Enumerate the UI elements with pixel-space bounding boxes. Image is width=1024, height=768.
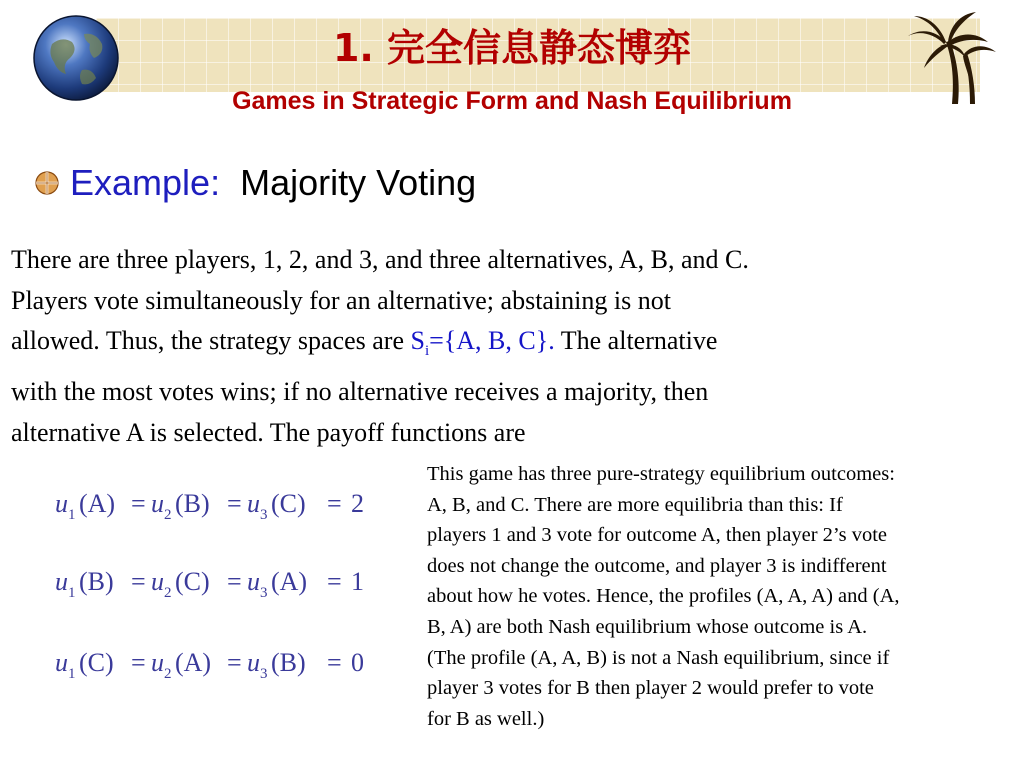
svg-text:(A): (A) bbox=[271, 567, 308, 596]
svg-text:u: u bbox=[247, 489, 260, 518]
svg-text:2: 2 bbox=[164, 666, 172, 682]
svg-text:u: u bbox=[247, 648, 260, 677]
svg-text:(B): (B) bbox=[271, 648, 306, 677]
note-line: This game has three pure-strategy equilibrium outcomes: bbox=[427, 463, 895, 485]
svg-text:1: 1 bbox=[351, 567, 364, 596]
svg-text:(A): (A) bbox=[79, 489, 116, 518]
bullet-icon bbox=[34, 170, 60, 196]
note-line: for B as well.) bbox=[427, 707, 545, 730]
svg-text:1: 1 bbox=[68, 666, 76, 682]
problem-description bbox=[11, 240, 1011, 453]
payoff-equation bbox=[55, 567, 364, 601]
svg-text:=: = bbox=[131, 648, 146, 677]
body-line: There are three players, 1, 2, and 3, and three alternatives, A, B, and C. bbox=[11, 245, 749, 274]
strategy-symbol: S bbox=[410, 326, 425, 356]
slide-subtitle: Games in Strategic Form and Nash Equilibrium bbox=[232, 87, 792, 115]
equilibrium-explanation bbox=[427, 459, 1022, 734]
payoff-equations bbox=[55, 478, 385, 693]
note-line: does not change the outcome, and player 3 is indifferent bbox=[427, 554, 887, 577]
svg-text:=: = bbox=[227, 648, 242, 677]
svg-text:3: 3 bbox=[260, 507, 268, 523]
body-text: allowed. Thus, the strategy spaces are bbox=[11, 326, 411, 356]
svg-text:(C): (C) bbox=[79, 648, 114, 677]
note-line: (The profile (A, A, B) is not a Nash equilibrium, since if bbox=[427, 646, 890, 669]
example-topic: Majority Voting bbox=[240, 162, 477, 203]
body-line bbox=[11, 321, 1011, 372]
body-text: The alternative bbox=[554, 326, 718, 356]
note-line: player 3 votes for B then player 2 would prefer to vote bbox=[427, 677, 874, 700]
svg-text:3: 3 bbox=[260, 666, 268, 682]
svg-text:(C): (C) bbox=[271, 489, 306, 518]
svg-text:=: = bbox=[327, 567, 342, 596]
svg-text:=: = bbox=[131, 489, 146, 518]
svg-text:=: = bbox=[327, 489, 342, 518]
svg-text:2: 2 bbox=[164, 585, 172, 601]
example-label: Example: bbox=[70, 162, 221, 203]
note-line: about how he votes. Hence, the profiles (A, A, A) and (A, bbox=[427, 585, 900, 608]
svg-text:(C): (C) bbox=[175, 567, 210, 596]
svg-text:2: 2 bbox=[164, 507, 172, 523]
example-heading bbox=[70, 161, 476, 205]
svg-text:u: u bbox=[55, 489, 68, 518]
note-line: B, A) are both Nash equilibrium whose outcome is A. bbox=[427, 615, 868, 638]
strategy-set: ={A, B, C}. bbox=[429, 326, 555, 356]
svg-text:3: 3 bbox=[260, 585, 268, 601]
svg-text:u: u bbox=[151, 648, 164, 677]
svg-text:1: 1 bbox=[68, 507, 76, 523]
slide-title: 1. 完全信息静态博弈 bbox=[332, 26, 692, 70]
note-line: A, B, and C. There are more equilibria than this: If bbox=[427, 493, 843, 516]
svg-text:0: 0 bbox=[351, 648, 364, 677]
svg-text:(B): (B) bbox=[79, 567, 114, 596]
strategy-subscript: i bbox=[424, 343, 430, 360]
svg-text:(B): (B) bbox=[175, 489, 210, 518]
payoff-equation bbox=[55, 489, 364, 523]
svg-text:u: u bbox=[151, 489, 164, 518]
body-line: with the most votes wins; if no alternative receives a majority, then bbox=[11, 376, 709, 406]
svg-text:1: 1 bbox=[68, 585, 76, 601]
body-line: Players vote simultaneously for an alternative; abstaining is not bbox=[11, 285, 671, 315]
body-line: alternative A is selected. The payoff functions are bbox=[11, 417, 526, 447]
svg-text:u: u bbox=[151, 567, 164, 596]
payoff-equation bbox=[55, 648, 364, 682]
svg-text:(A): (A) bbox=[175, 648, 212, 677]
svg-text:u: u bbox=[55, 648, 68, 677]
svg-text:=: = bbox=[327, 648, 342, 677]
svg-text:2: 2 bbox=[351, 489, 364, 518]
note-line: players 1 and 3 vote for outcome A, then player 2’s vote bbox=[427, 524, 887, 547]
svg-text:u: u bbox=[55, 567, 68, 596]
strategy-space bbox=[410, 326, 555, 360]
svg-text:=: = bbox=[131, 567, 146, 596]
svg-text:=: = bbox=[227, 567, 242, 596]
svg-text:=: = bbox=[227, 489, 242, 518]
svg-text:u: u bbox=[247, 567, 260, 596]
